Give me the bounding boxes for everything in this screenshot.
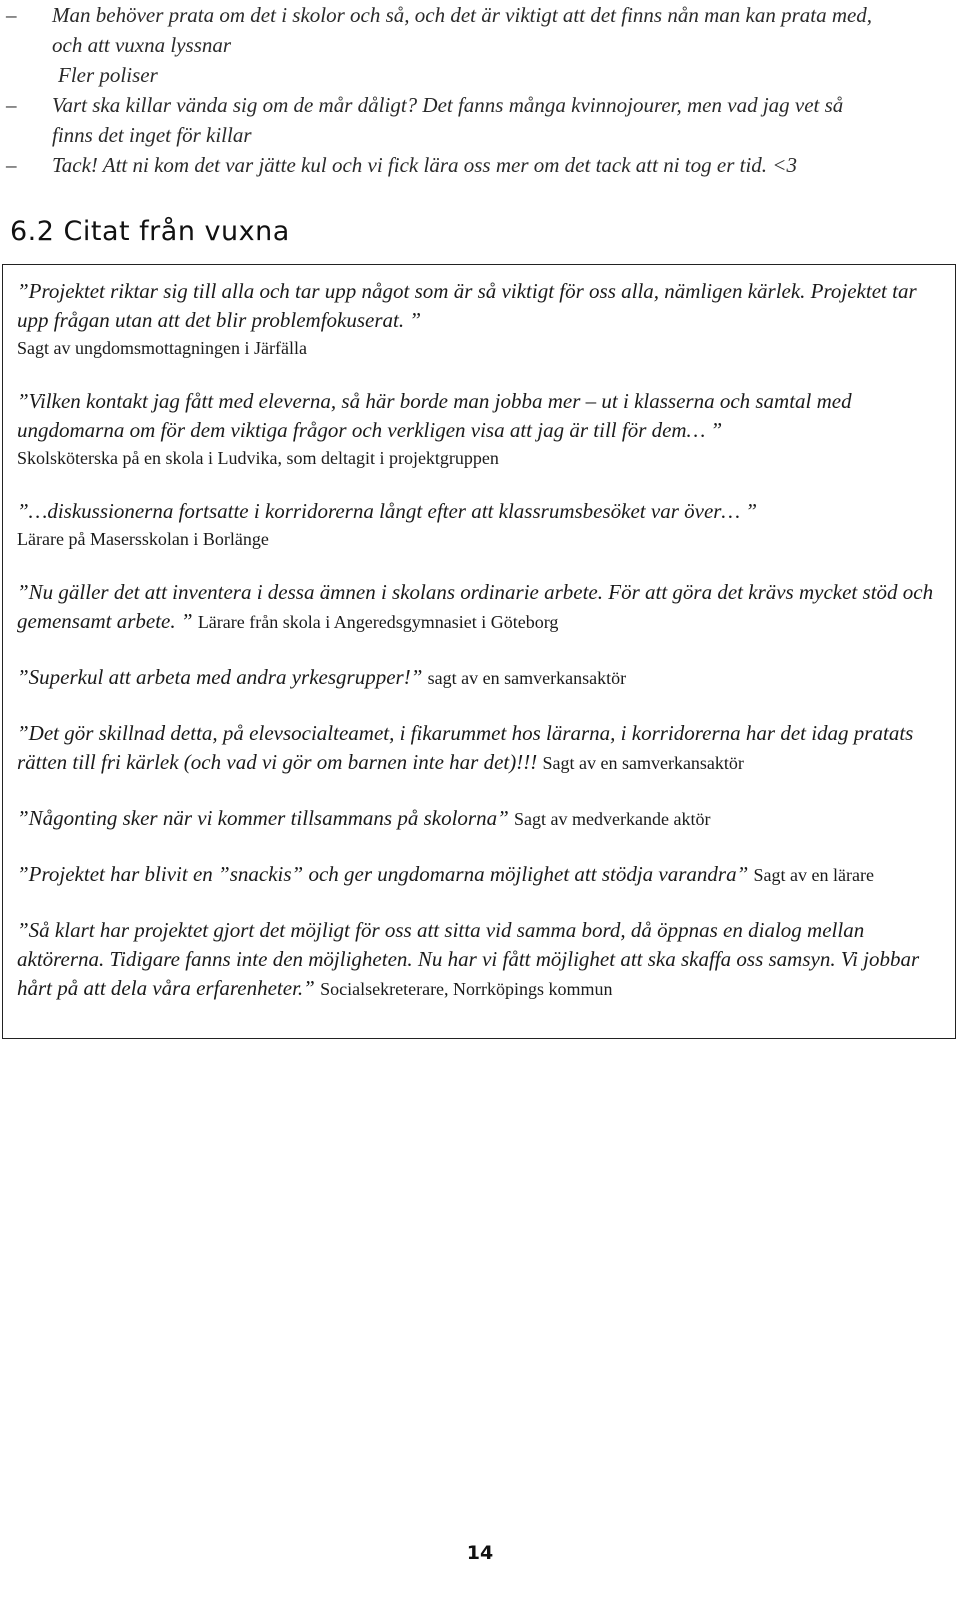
bullet-line: Tack! Att ni kom det var jätte kul och vi fick lära oss mer om det tack att ni tog er tid. <3	[52, 153, 797, 177]
quote-text: ”Det gör skillnad detta, på elevsocialteamet, i fikarummet hos lärarna, i korridorerna har det idag pratats rätten till fri kärlek (och vad vi gör om barnen inte har det)!!!	[17, 721, 914, 774]
bullet-item	[0, 150, 940, 180]
quote-source: Skolsköterska på en skola i Ludvika, som deltagit i projektgruppen	[17, 448, 499, 468]
quote-item	[17, 719, 941, 778]
quote-text: ”…diskussionerna fortsatte i korridorerna långt efter att klassrumsbesöket var över… ”	[17, 499, 758, 523]
bullet-item	[0, 0, 940, 90]
quote-source: Sagt av ungdomsmottagningen i Järfälla	[17, 338, 307, 358]
bullet-line: Man behöver prata om det i skolor och så, och det är viktigt att det finns nån man kan prata med,	[52, 3, 873, 27]
quote-item	[17, 277, 941, 361]
bullet-line: Vart ska killar vända sig om de mår dåligt? Det fanns många kvinnojourer, men vad jag vet så	[52, 93, 844, 117]
quote-source: sagt av en samverkansaktör	[427, 668, 627, 688]
quote-item	[17, 578, 941, 637]
quote-text: ”Nu gäller det att inventera i dessa ämnen i skolans ordinarie arbete. För att göra det krävs mycket stöd och gemensamt arbete. ”	[17, 580, 934, 633]
quote-item	[17, 663, 941, 693]
quote-item	[17, 804, 941, 834]
quote-source: Sagt av en samverkansaktör	[542, 753, 744, 773]
bullet-list	[0, 0, 940, 180]
bullet-line: Fler poliser	[58, 63, 158, 87]
section-heading: 6.2 Citat från vuxna	[10, 216, 290, 247]
bullet-dash: –	[6, 93, 17, 117]
page-number: 14	[466, 1542, 494, 1564]
quote-text: ”Vilken kontakt jag fått med eleverna, så här borde man jobba mer – ut i klasserna och samtal med ungdomarna om för dem viktiga frågor och verkligen visa att jag är till för dem… ”	[17, 389, 852, 442]
quote-source: Sagt av en lärare	[753, 865, 874, 885]
quote-text: ”Projektet har blivit en ”snackis” och ger ungdomarna möjlighet att stödja varandra”	[17, 862, 749, 886]
quote-text: ”Så klart har projektet gjort det möjligt för oss att sitta vid samma bord, då öppnas en dialog mellan aktörerna. Tidigare fanns inte den möjligheten. Nu har vi fått möjlighet att ska skaffa oss samsyn. Vi jobbar hårt på att dela våra erfarenheter.”	[17, 918, 920, 1000]
quote-source: Socialsekreterare, Norrköpings kommun	[320, 979, 613, 999]
quote-item	[17, 860, 941, 890]
quote-source: Sagt av medverkande aktör	[514, 809, 711, 829]
quote-box	[2, 264, 956, 1039]
bullet-item	[0, 90, 940, 150]
quote-text: ”Projektet riktar sig till alla och tar upp något som är så viktigt för oss alla, nämligen kärlek. Projektet tar upp frågan utan att det blir problemfokuserat. ”	[17, 279, 917, 332]
quote-item	[17, 387, 941, 471]
quote-text: ”Superkul att arbeta med andra yrkesgrupper!”	[17, 665, 423, 689]
quote-item	[17, 916, 941, 1004]
bullet-line: och att vuxna lyssnar	[52, 33, 232, 57]
bullet-dash: –	[6, 153, 17, 177]
quote-source: Lärare från skola i Angeredsgymnasiet i Göteborg	[197, 612, 559, 632]
quote-text: ”Någonting sker när vi kommer tillsammans på skolorna”	[17, 806, 509, 830]
quote-item	[17, 497, 941, 552]
bullet-dash: –	[6, 3, 17, 27]
bullet-line: finns det inget för killar	[52, 123, 252, 147]
quote-source: Lärare på Masersskolan i Borlänge	[17, 529, 269, 549]
